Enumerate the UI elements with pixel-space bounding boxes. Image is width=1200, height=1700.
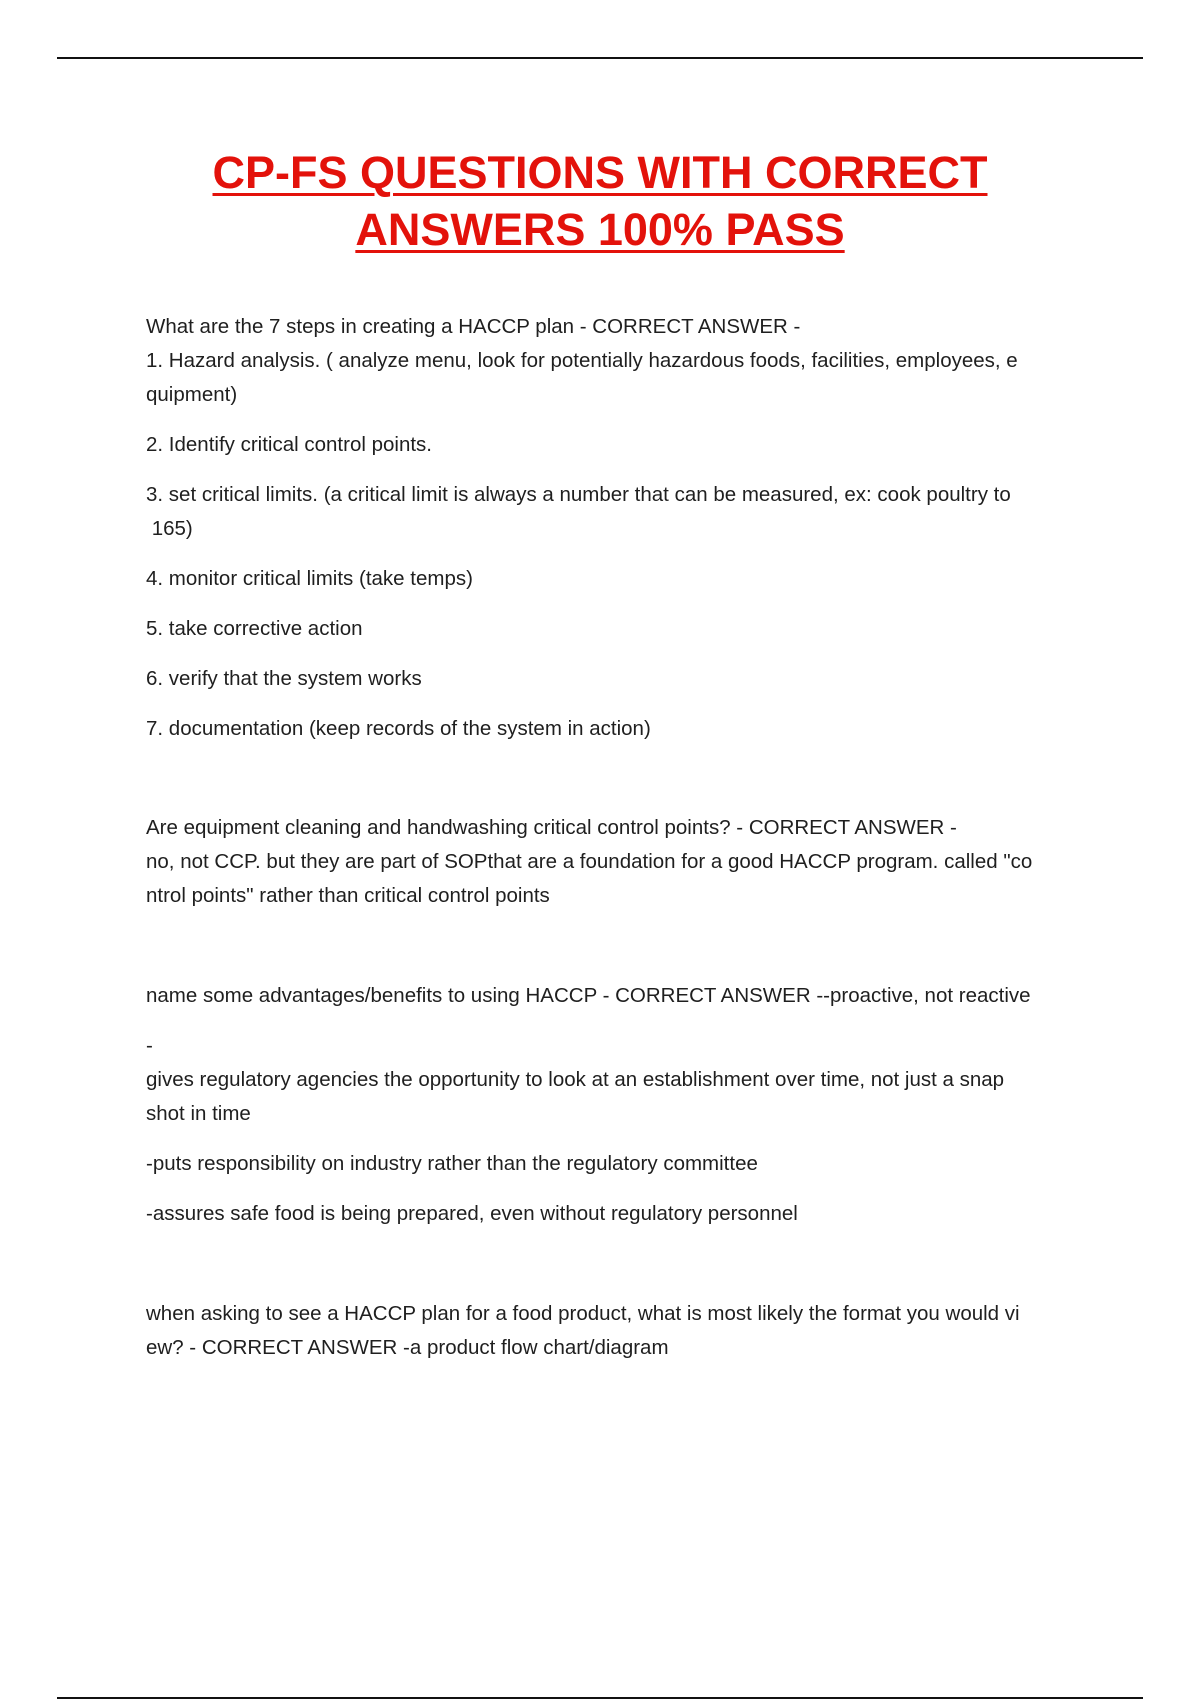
title-line-1: CP-FS QUESTIONS WITH CORRECT xyxy=(212,147,988,198)
bottom-rule xyxy=(57,1697,1143,1699)
step-6: 6. verify that the system works xyxy=(146,667,422,690)
step-3b: 165) xyxy=(146,517,193,540)
step-4: 4. monitor critical limits (take temps) xyxy=(146,567,473,590)
page-title xyxy=(0,144,1200,258)
step-7: 7. documentation (keep records of the system in action) xyxy=(146,717,651,740)
answer-3c: -puts responsibility on industry rather than the regulatory committee xyxy=(146,1152,758,1175)
step-1b: quipment) xyxy=(146,383,238,406)
question-4a: when asking to see a HACCP plan for a food product, what is most likely the format you would vi xyxy=(146,1302,1020,1325)
answer-3d: -assures safe food is being prepared, even without regulatory personnel xyxy=(146,1202,798,1225)
answer-3b: shot in time xyxy=(146,1102,251,1125)
question-2: Are equipment cleaning and handwashing critical control points? - CORRECT ANSWER - xyxy=(146,816,957,839)
answer-3-dash: - xyxy=(146,1034,153,1057)
document-body xyxy=(146,310,1096,1365)
step-1a: 1. Hazard analysis. ( analyze menu, look for potentially hazardous foods, facilities, employees, e xyxy=(146,349,1018,372)
step-5: 5. take corrective action xyxy=(146,617,363,640)
title-line-2: ANSWERS 100% PASS xyxy=(355,204,845,255)
answer-2b: ntrol points" rather than critical control points xyxy=(146,884,550,907)
answer-2a: no, not CCP. but they are part of SOPthat are a foundation for a good HACCP program. called "co xyxy=(146,850,1033,873)
step-3a: 3. set critical limits. (a critical limit is always a number that can be measured, ex: cook poultry to xyxy=(146,483,1011,506)
top-rule xyxy=(57,57,1143,59)
question-1: What are the 7 steps in creating a HACCP plan - CORRECT ANSWER - xyxy=(146,315,801,338)
step-2: 2. Identify critical control points. xyxy=(146,433,432,456)
answer-3a: gives regulatory agencies the opportunity to look at an establishment over time, not just a snap xyxy=(146,1068,1005,1091)
question-3: name some advantages/benefits to using HACCP - CORRECT ANSWER --proactive, not reactive xyxy=(146,984,1031,1007)
question-4b: ew? - CORRECT ANSWER -a product flow chart/diagram xyxy=(146,1336,669,1359)
